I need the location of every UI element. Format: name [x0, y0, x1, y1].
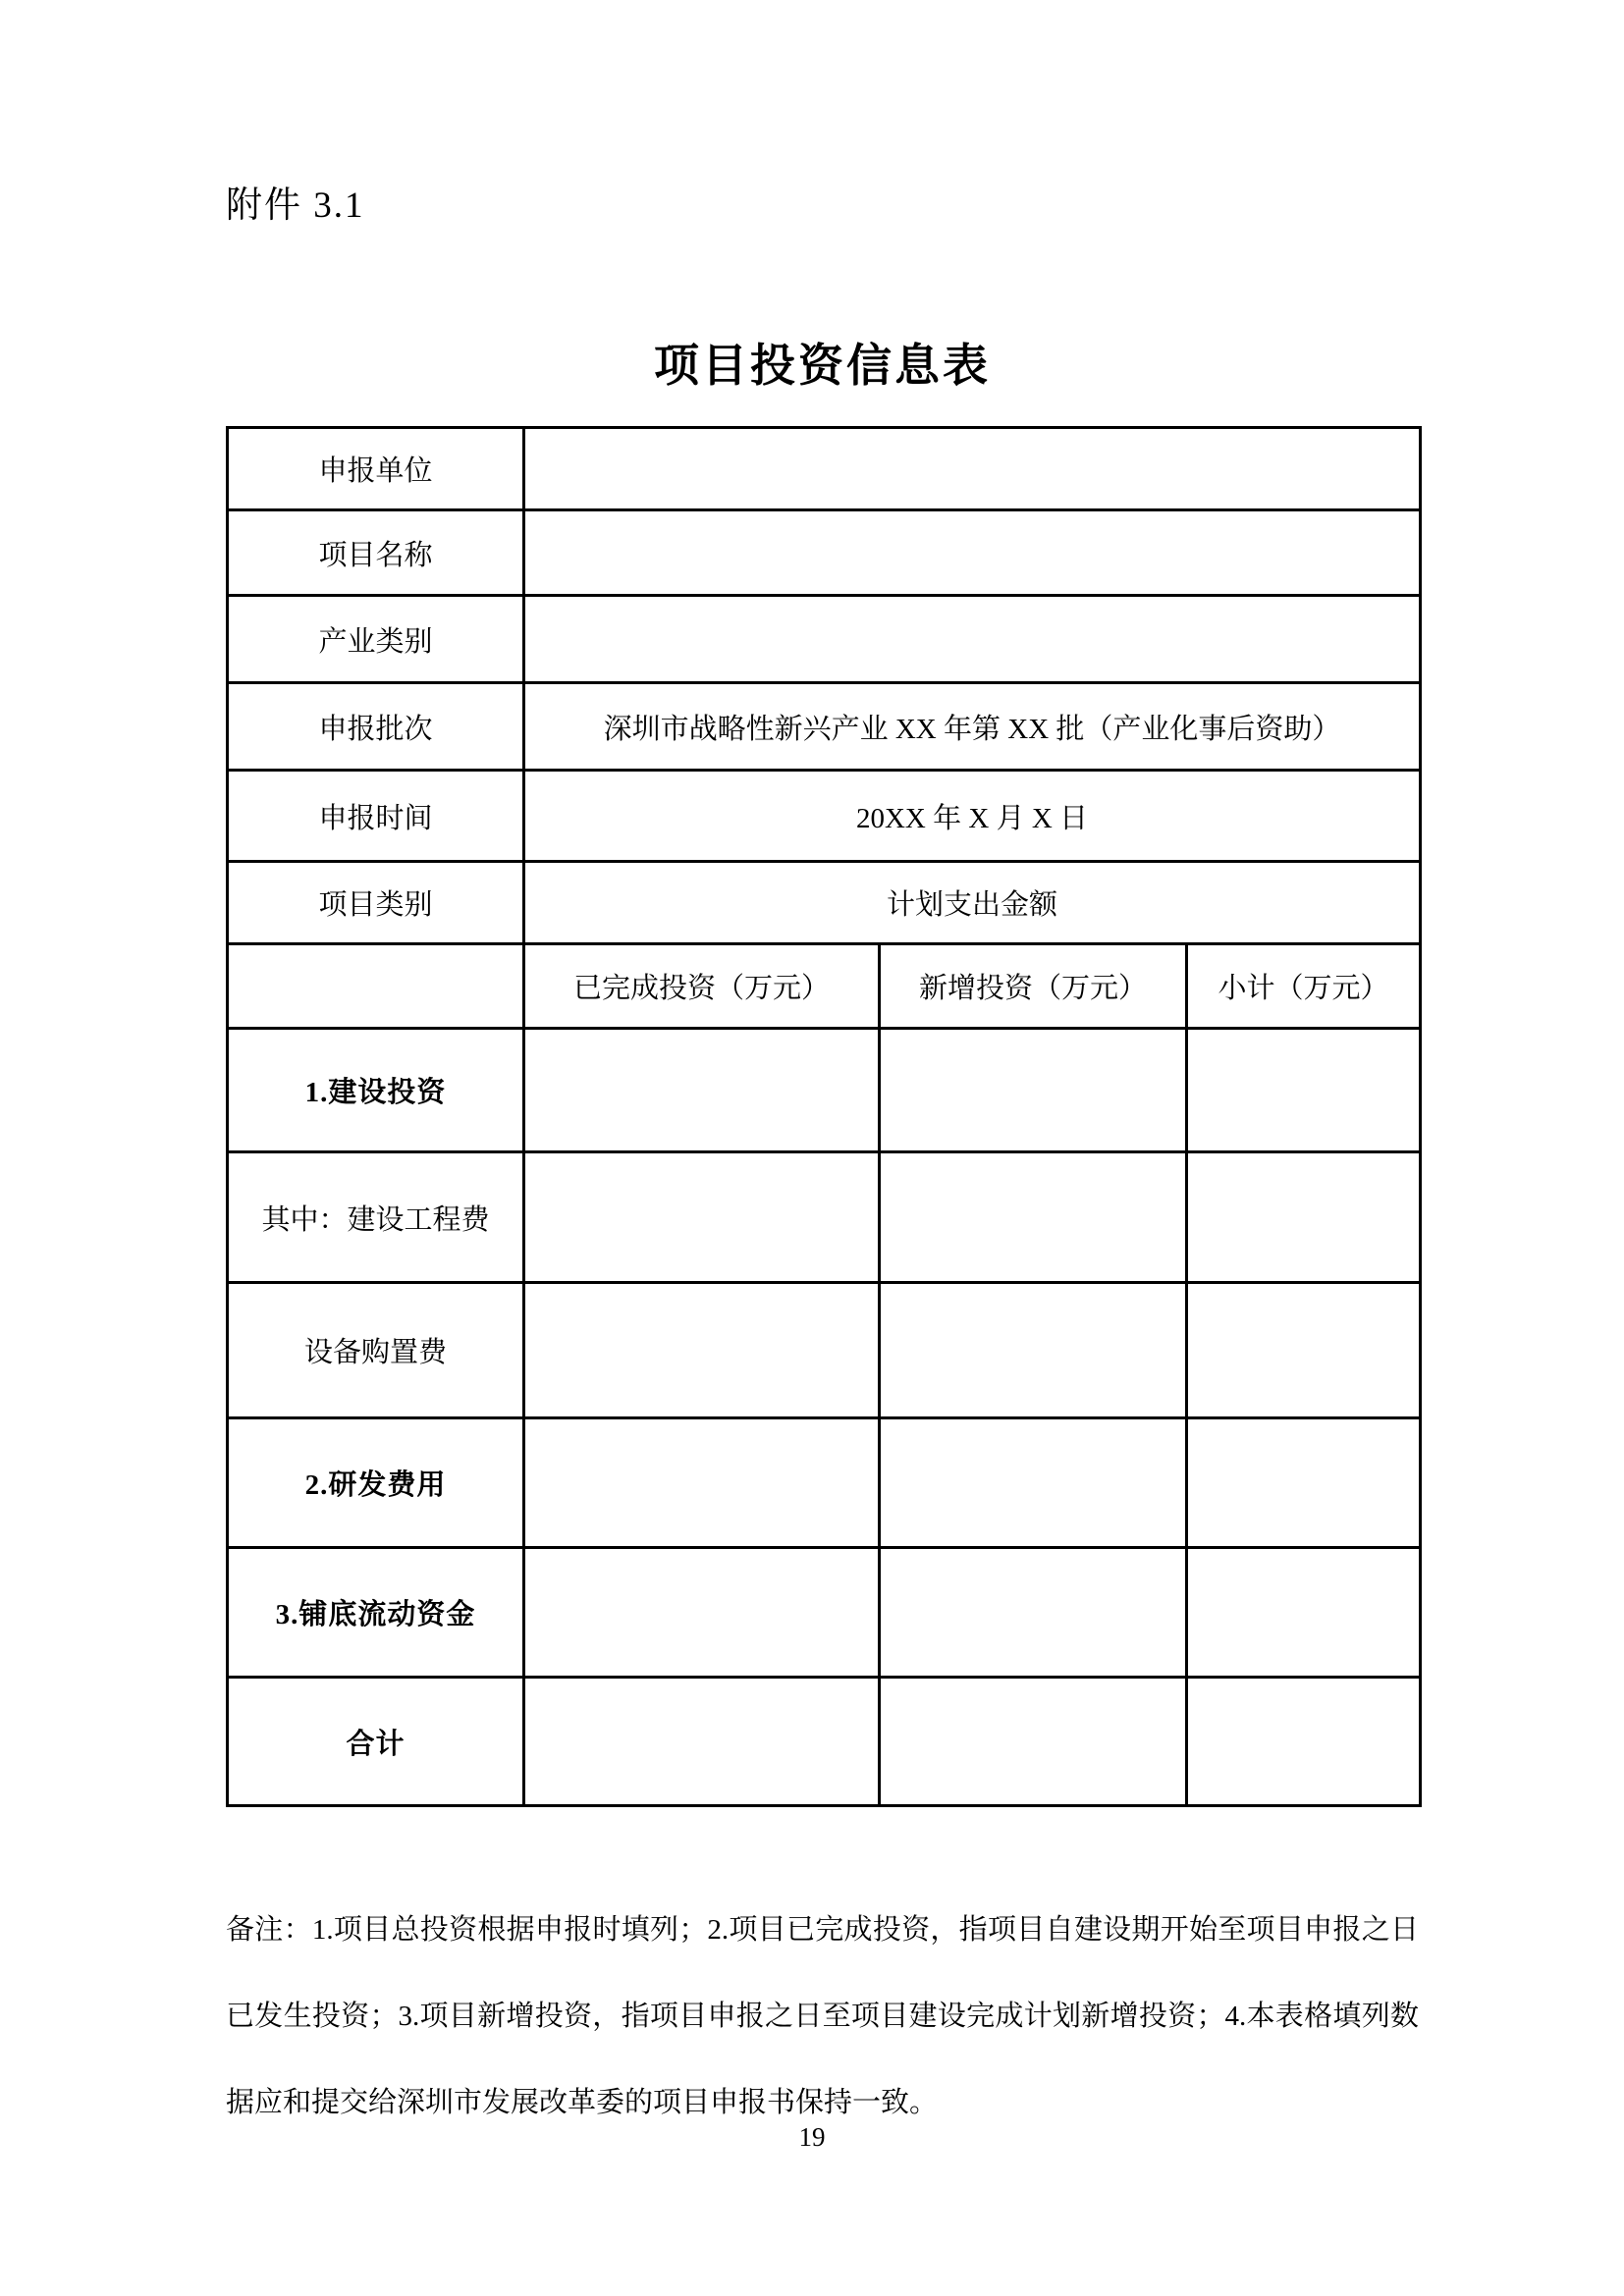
row-label-cell: 申报批次	[228, 683, 524, 771]
new-investment-cell	[880, 1029, 1187, 1152]
table-row-construction-investment	[228, 1029, 1421, 1152]
table-row-equipment-purchase-fee	[228, 1283, 1421, 1418]
row-value-cell: 深圳市战略性新兴产业 XX 年第 XX 批（产业化事后资助）	[524, 683, 1421, 771]
page-number: 19	[798, 2122, 826, 2152]
table-row-industry-category	[228, 596, 1421, 683]
note-line: 备注：1.项目总投资根据申报时填列；2.项目已完成投资，指项目自建设期开始至项目申报之日	[226, 1914, 1419, 1946]
table-row-project-category	[228, 862, 1421, 944]
subtotal-cell	[1187, 1678, 1421, 1806]
subtotal-cell	[1187, 1283, 1421, 1418]
row-label-cell: 2.研发费用	[228, 1418, 524, 1548]
row-value-cell	[524, 428, 1421, 510]
subtotal-cell	[1187, 1029, 1421, 1152]
row-label-cell: 产业类别	[228, 596, 524, 683]
row-value-cell: 20XX 年 X 月 X 日	[524, 771, 1421, 862]
table-row-rd-expense	[228, 1418, 1421, 1548]
subtotal-cell	[1187, 1418, 1421, 1548]
table-row-initial-working-capital	[228, 1548, 1421, 1678]
row-value-cell	[524, 596, 1421, 683]
subtotal-cell	[1187, 1548, 1421, 1678]
table-row-declaration-time	[228, 771, 1421, 862]
completed-investment-cell	[524, 1283, 880, 1418]
new-investment-cell	[880, 1283, 1187, 1418]
column-header-new-investment: 新增投资（万元）	[880, 944, 1187, 1029]
row-label-cell: 申报时间	[228, 771, 524, 862]
new-investment-cell	[880, 1678, 1187, 1806]
new-investment-cell	[880, 1418, 1187, 1548]
row-label-cell: 其中：建设工程费	[228, 1152, 524, 1283]
subtotal-cell	[1187, 1152, 1421, 1283]
row-value-cell: 计划支出金额	[524, 862, 1421, 944]
table-row-construction-engineering-fee	[228, 1152, 1421, 1283]
attachment-label: 附件 3.1	[226, 186, 365, 226]
note-line: 已发生投资；3.项目新增投资，指项目申报之日至项目建设完成计划新增投资；4.本表格填列数	[226, 2001, 1419, 2032]
completed-investment-cell	[524, 1678, 880, 1806]
notes	[226, 1887, 1419, 2146]
row-label-cell: 1.建设投资	[228, 1029, 524, 1152]
row-label-cell: 项目类别	[228, 862, 524, 944]
row-label-cell: 项目名称	[228, 510, 524, 596]
empty-corner-cell	[228, 944, 524, 1029]
completed-investment-cell	[524, 1029, 880, 1152]
table-row-declaration-batch	[228, 683, 1421, 771]
column-header-completed-investment: 已完成投资（万元）	[524, 944, 880, 1029]
completed-investment-cell	[524, 1418, 880, 1548]
row-value-cell	[524, 510, 1421, 596]
row-label-cell: 3.铺底流动资金	[228, 1548, 524, 1678]
new-investment-cell	[880, 1548, 1187, 1678]
page-title: 项目投资信息表	[654, 341, 991, 391]
completed-investment-cell	[524, 1548, 880, 1678]
table-row-column-headers	[228, 944, 1421, 1029]
row-label-cell: 合计	[228, 1678, 524, 1806]
row-label-cell: 设备购置费	[228, 1283, 524, 1418]
column-header-subtotal: 小计（万元）	[1187, 944, 1421, 1029]
table-row-project-name	[228, 510, 1421, 596]
row-label-cell: 申报单位	[228, 428, 524, 510]
table-row-declaring-unit	[228, 428, 1421, 510]
table-row-total	[228, 1678, 1421, 1806]
completed-investment-cell	[524, 1152, 880, 1283]
note-line: 据应和提交给深圳市发展改革委的项目申报书保持一致。	[226, 2087, 939, 2118]
new-investment-cell	[880, 1152, 1187, 1283]
investment-table	[226, 426, 1422, 1807]
